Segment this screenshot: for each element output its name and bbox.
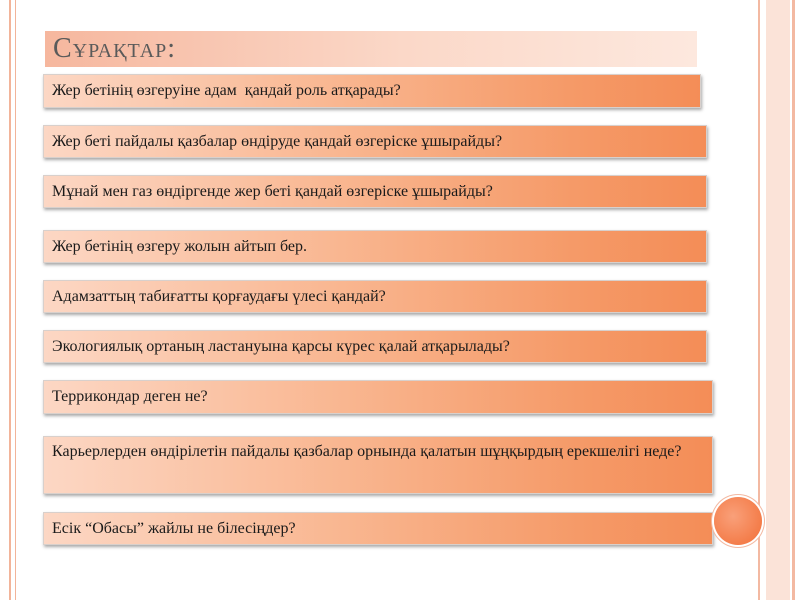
right-decor-line-outer <box>792 0 795 600</box>
question-box-4: Жер бетінің өзгеру жолын айтып бер. <box>43 230 707 263</box>
question-box-1: Жер бетінің өзгеруіне адам қандай роль атқарады? <box>43 74 701 108</box>
question-box-8: Карьерлерден өндірілетін пайдалы қазбалар орнында қалатын шұңқырдың ерекшелігі неде? <box>43 436 713 494</box>
question-box-2: Жер беті пайдалы қазбалар өндіруде қандай өзгеріске ұшырайды? <box>43 125 707 158</box>
question-box-9: Есік “Обасы” жайлы не білесіңдер? <box>43 512 713 545</box>
question-box-7: Террикондар деген не? <box>43 380 713 414</box>
title-bar <box>45 31 697 67</box>
question-box-3: Мұнай мен газ өндіргенде жер беті қандай өзгеріске ұшырайды? <box>43 175 707 208</box>
question-box-6: Экологиялық ортаның ластануына қарсы күрес қалай атқарылады? <box>43 330 707 363</box>
left-decor-line <box>9 0 11 600</box>
left-decor-line-inner <box>15 0 16 600</box>
question-box-5: Адамзаттың табиғатты қорғаудағы үлесі қандай? <box>43 280 707 313</box>
slide-title: Сұрақтар: <box>53 33 177 64</box>
right-decor-band <box>766 0 790 600</box>
decorative-circle <box>714 497 762 545</box>
